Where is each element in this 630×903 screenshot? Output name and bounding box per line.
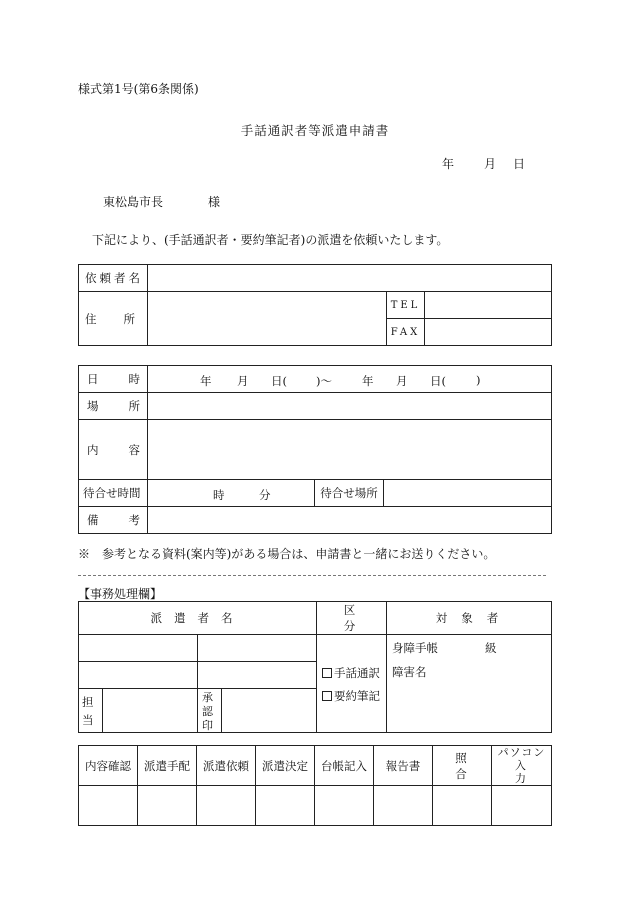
divider [78, 575, 546, 576]
workflow-cell-1[interactable] [79, 786, 138, 826]
workflow-header-dispatch-decision: 派遣決定 [256, 746, 315, 786]
dt-month-2: 月 [396, 374, 408, 388]
target-cell [387, 635, 552, 733]
addressee-honorific: 様 [208, 195, 221, 209]
dispatch-name-3[interactable] [79, 662, 198, 689]
fax-label: FAX [387, 319, 425, 346]
workflow-header-ledger-entry: 台帳記入 [315, 746, 374, 786]
workflow-header-dispatch-arrange: 派遣手配 [138, 746, 197, 786]
workflow-cell-8[interactable] [492, 786, 552, 826]
datetime-label: 日時 [79, 366, 148, 393]
meeting-hour: 時 [213, 488, 225, 502]
datetime-field[interactable] [148, 366, 552, 393]
meeting-time-label: 待合せ時間 [79, 480, 148, 507]
requester-field[interactable] [148, 265, 552, 292]
workflow-cell-2[interactable] [138, 786, 197, 826]
office-section-title: 【事務処理欄】 [78, 587, 163, 601]
meeting-time-field[interactable] [148, 480, 315, 507]
remarks-field[interactable] [148, 507, 552, 534]
in-charge-label: 担 当 [79, 689, 103, 733]
workflow-header-content-check: 内容確認 [79, 746, 138, 786]
workflow-header-pc-input: パソコン 入力 [492, 746, 552, 786]
option-summary-writing[interactable]: 要約筆記 [322, 688, 380, 704]
tel-label: TEL [387, 292, 425, 319]
checkbox-sign-language[interactable] [322, 668, 332, 678]
dt-paren-2: ) [476, 373, 481, 387]
intro-text: 下記により、(手話通訳者・要約筆記者)の派遣を依頼いたします。 [92, 233, 449, 247]
workflow-cell-6[interactable] [374, 786, 433, 826]
category-cell [317, 635, 387, 733]
workflow-cell-3[interactable] [197, 786, 256, 826]
note-text: ※ 参考となる資料(案内等)がある場合は、申請書と一緒にお送りください。 [78, 547, 496, 561]
addressee [103, 193, 221, 210]
dispatch-name-header: 派遣者名 [79, 602, 317, 635]
place-label: 場所 [79, 393, 148, 420]
dt-month-1: 月 [237, 374, 249, 388]
content-field[interactable] [148, 420, 552, 480]
workflow-cell-4[interactable] [256, 786, 315, 826]
meeting-place-label: 待合せ場所 [315, 480, 384, 507]
workflow-header-collation: 照合 [433, 746, 492, 786]
address-field[interactable] [148, 292, 387, 346]
dispatch-name-2[interactable] [198, 635, 317, 662]
date-year: 年 [442, 157, 455, 171]
dt-year-2: 年 [362, 374, 374, 388]
tel-field[interactable] [425, 292, 552, 319]
workflow-header-dispatch-request: 派遣依頼 [197, 746, 256, 786]
in-charge-field[interactable] [103, 689, 198, 733]
workflow-table [78, 745, 552, 826]
category-header: 区分 [317, 602, 387, 635]
place-field[interactable] [148, 393, 552, 420]
requester-label: 依頼者名 [79, 265, 148, 292]
disability-label: 障害名 [392, 665, 427, 679]
grade-label: 級 [485, 641, 497, 655]
dt-day-1: 日( [271, 374, 287, 388]
fax-field[interactable] [425, 319, 552, 346]
target-header: 対象者 [387, 602, 552, 635]
date-line [442, 155, 526, 172]
handbook-label: 身障手帳 [392, 641, 438, 655]
applicant-table [78, 264, 552, 346]
form-number: 様式第1号(第6条関係) [78, 82, 199, 96]
approval-stamp-field[interactable] [222, 689, 317, 733]
dt-year-1: 年 [200, 374, 212, 388]
remarks-label: 備考 [79, 507, 148, 534]
dispatch-name-4[interactable] [198, 662, 317, 689]
date-month: 月 [484, 157, 497, 171]
dt-day-2: 日( [430, 374, 446, 388]
workflow-cell-7[interactable] [433, 786, 492, 826]
approval-label: 承 認 印 [198, 689, 222, 733]
dispatch-name-1[interactable] [79, 635, 198, 662]
dt-paren-1: )〜 [316, 374, 332, 388]
option-sign-language[interactable]: 手話通訳 [322, 665, 380, 681]
checkbox-summary-writing[interactable] [322, 691, 332, 701]
address-label: 住所 [79, 292, 148, 346]
meeting-minute: 分 [259, 488, 271, 502]
office-table [78, 601, 552, 733]
event-table [78, 365, 552, 534]
workflow-header-report: 報告書 [374, 746, 433, 786]
date-day: 日 [513, 157, 526, 171]
addressee-name: 東松島市長 [103, 195, 164, 209]
meeting-place-field[interactable] [384, 480, 552, 507]
workflow-cell-5[interactable] [315, 786, 374, 826]
page-title: 手話通訳者等派遣申請書 [240, 123, 390, 138]
content-label: 内容 [79, 420, 148, 480]
